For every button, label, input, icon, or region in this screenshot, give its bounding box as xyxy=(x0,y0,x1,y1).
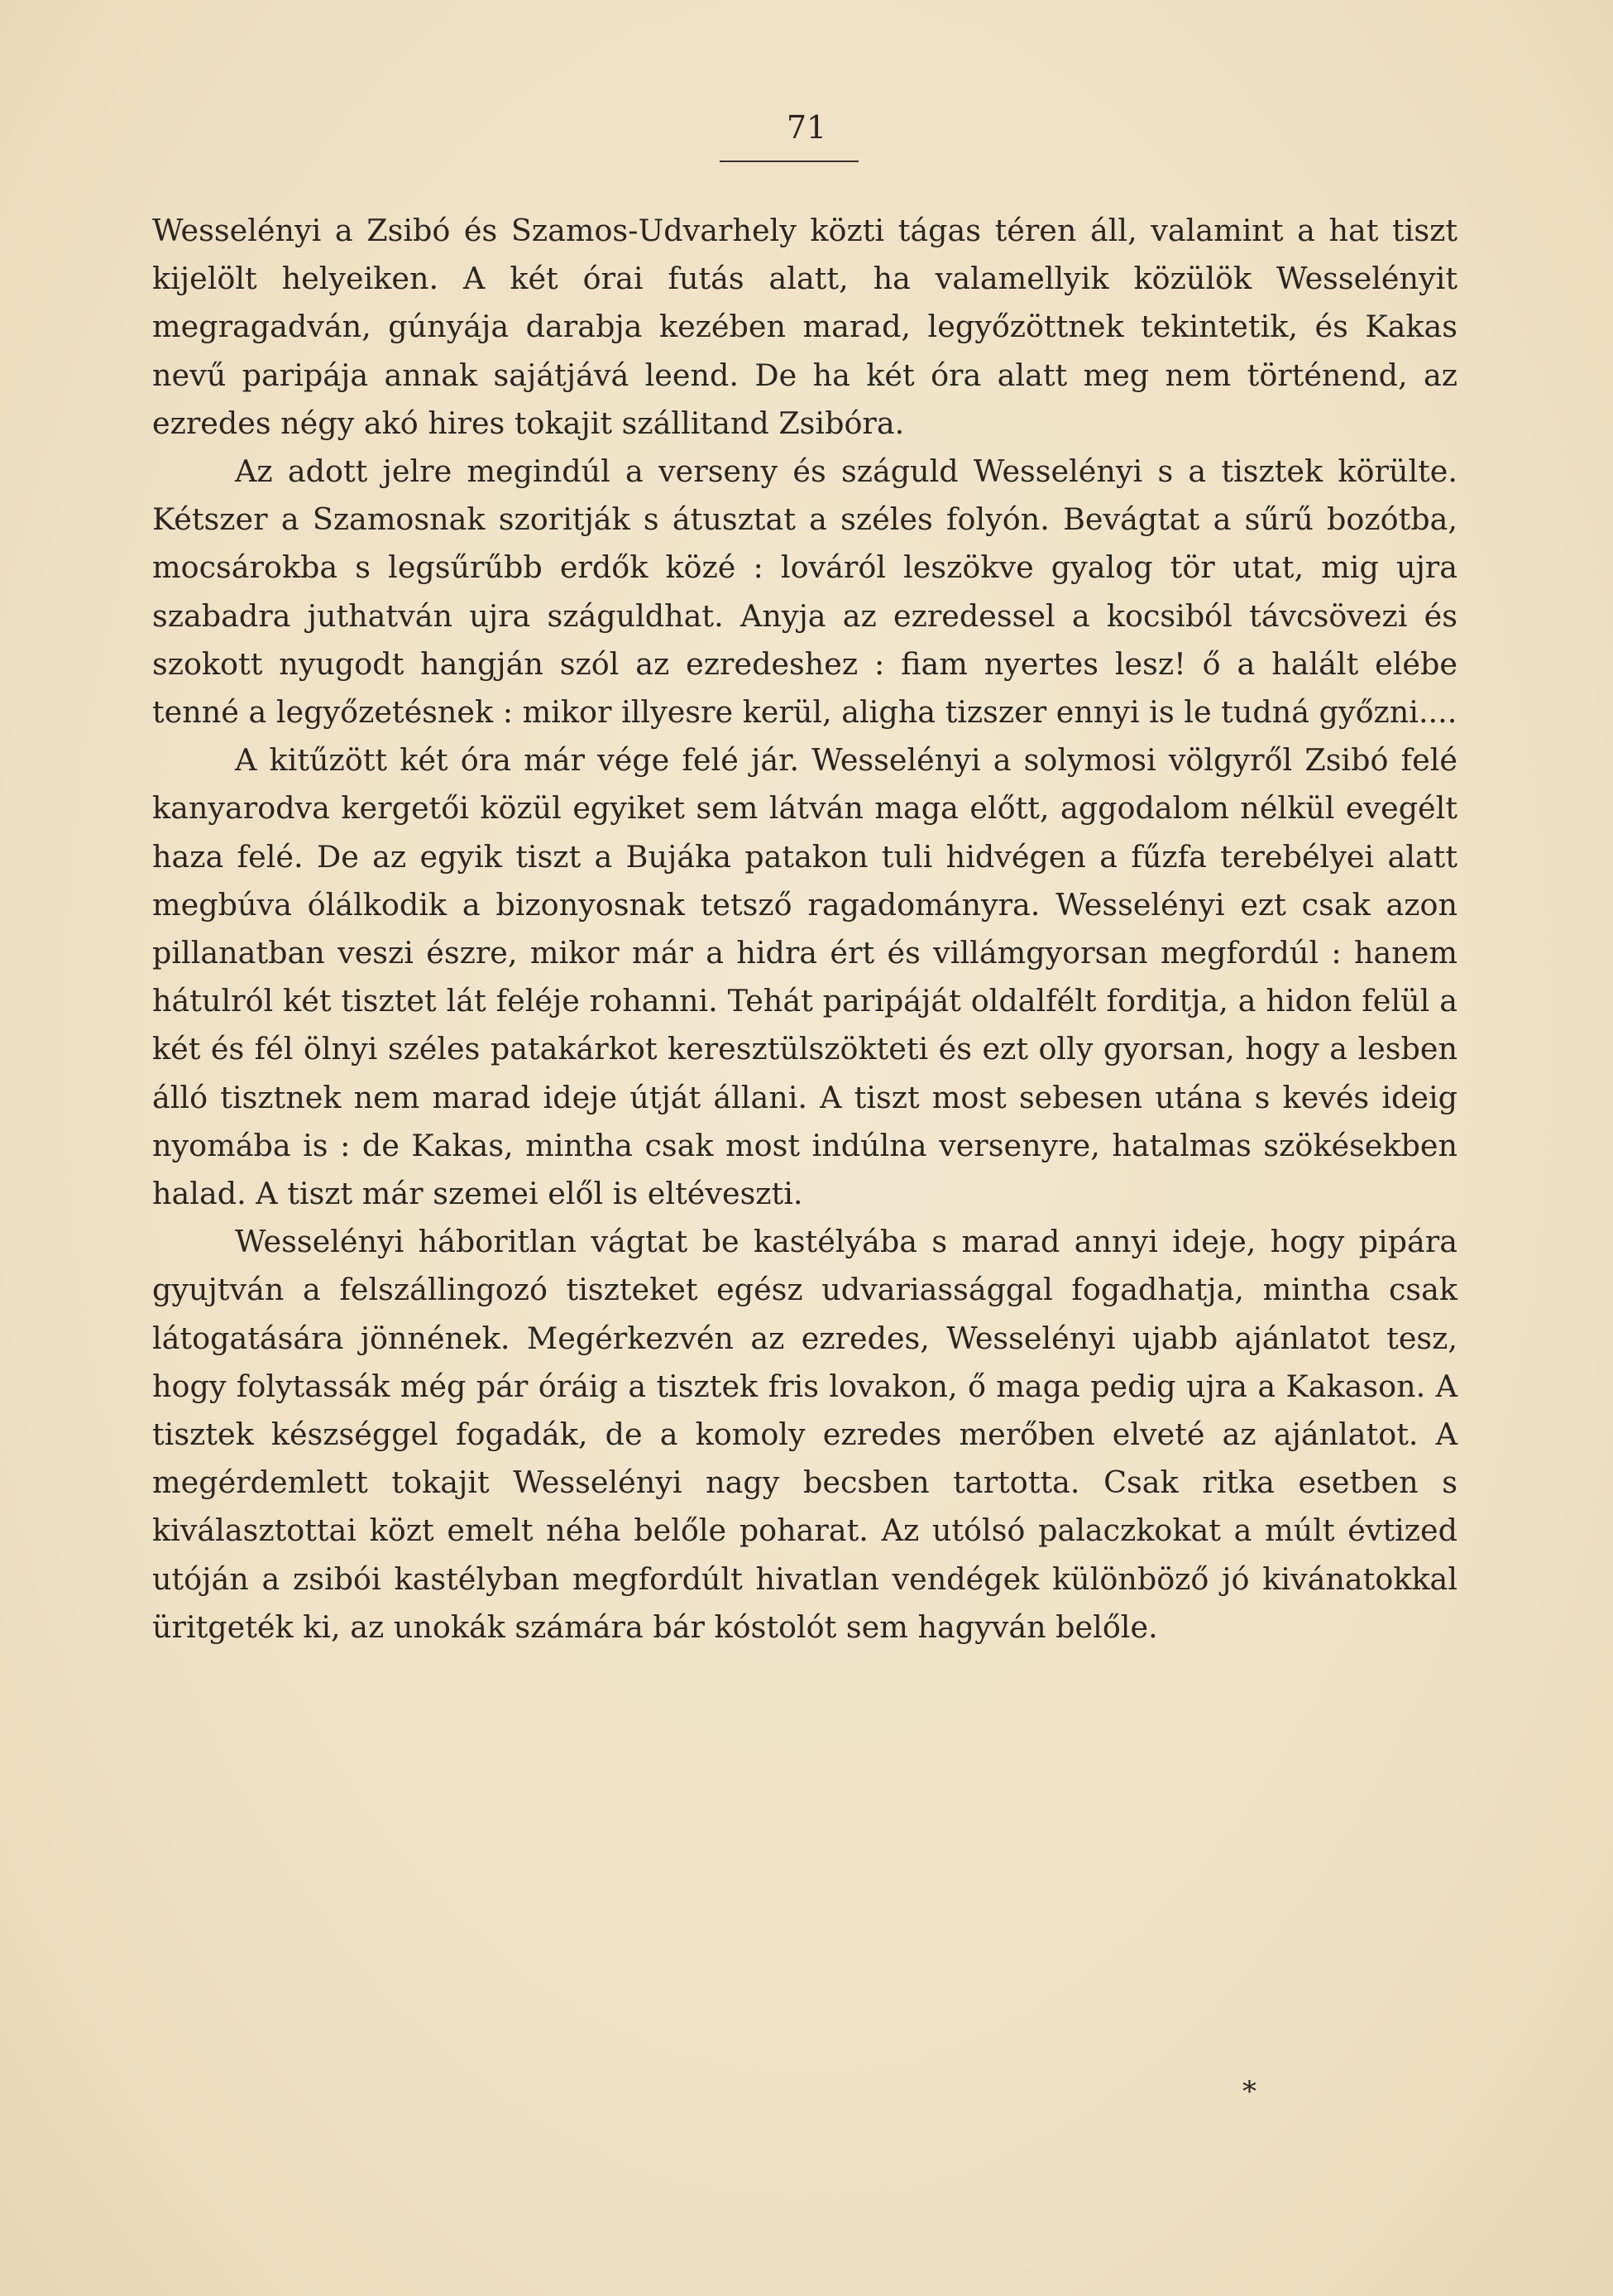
paragraph-2: Az adott jelre megindúl a verseny és száguld Wesselényi s a tisztek körülte. Kétszer a Szamosnak szoritják s átusztat a széles folyón. Bevágtat a sűrű bozótba, mocsárokba s legsűrűbb erdők közé : lováról leszökve gyalog tör utat, mig ujra szabadra juthatván ujra száguldhat. Anyja az ezredessel a kocsiból távcsövezi és szokott nyugodt hangján szól az ezredeshez : fiam nyertes lesz! ő a halált elébe tenné a legyőzetésnek : mikor illyesre kerül, aligha tizszer ennyi is le tudná győzni.... xyxy=(152,453,1457,731)
paragraph-4: Wesselényi háboritlan vágtat be kastélyába s marad annyi ideje, hogy pipára gyujtván a felszállingozó tiszteket egész udvariassággal fogadhatja, mintha csak látogatására jönnének. Megérkezvén az ezredes, Wesselényi ujabb ajánlatot tesz, hogy folytassák még pár óráig a tisztek fris lovakon, ő maga pedig ujra a Kakason. A tisztek készséggel fogadák, de a komoly ezredes merőben elveté az ajánlatot. A megérdemlett tokajit Wesselényi nagy becsben tartotta. Csak ritka esetben s kiválasztottai közt emelt néha belőle poharat. Az utólsó palaczkokat a múlt évtized utóján a zsibói kastélyban megfordúlt hivatlan vendégek különböző jó kivánatokkal üritgeték ki, az unokák számára bár kóstolót sem hagyván belőle. xyxy=(152,1224,1457,1645)
page-number: 71 xyxy=(786,109,827,146)
body-text xyxy=(152,207,1457,1651)
section-end-asterisk: * xyxy=(1242,2075,1256,2108)
paragraph-1: Wesselényi a Zsibó és Szamos-Udvarhely közti tágas téren áll, valamint a hat tiszt kijelölt helyeiken. A két órai futás alatt, ha valamellyik közülök Wesselényit megragadván, gúnyája darabja kezében marad, legyőzöttnek tekintetik, és Kakas nevű paripája annak sajátjává leend. De ha két óra alatt meg nem történend, az ezredes négy akó hires tokajit szállitand Zsibóra. xyxy=(152,213,1457,441)
page-number-rule xyxy=(720,161,859,162)
paragraph-3: A kitűzött két óra már vége felé jár. Wesselényi a solymosi völgyről Zsibó felé kanyarodva kergetői közül egyiket sem látván maga előtt, aggodalom nélkül evegélt haza felé. De az egyik tiszt a Bujáka patakon tuli hidvégen a fűzfa terebélyei alatt megbúva ólálkodik a bizonyosnak tetsző ragadományra. Wesselényi ezt csak azon pillanatban veszi észre, mikor már a hidra ért és villámgyorsan megfordúl : hanem hátulról két tisztet lát feléje rohanni. Tehát paripáját oldalfélt forditja, a hidon felül a két és fél ölnyi széles patakárkot keresztülszökteti és ezt olly gyorsan, hogy a lesben álló tisztnek nem marad ideje útját állani. A tiszt most sebesen utána s kevés ideig nyomába is : de Kakas, mintha csak most indúlna versenyre, hatalmas szökésekben halad. A tiszt már szemei elől is eltéveszti. xyxy=(152,742,1457,1212)
